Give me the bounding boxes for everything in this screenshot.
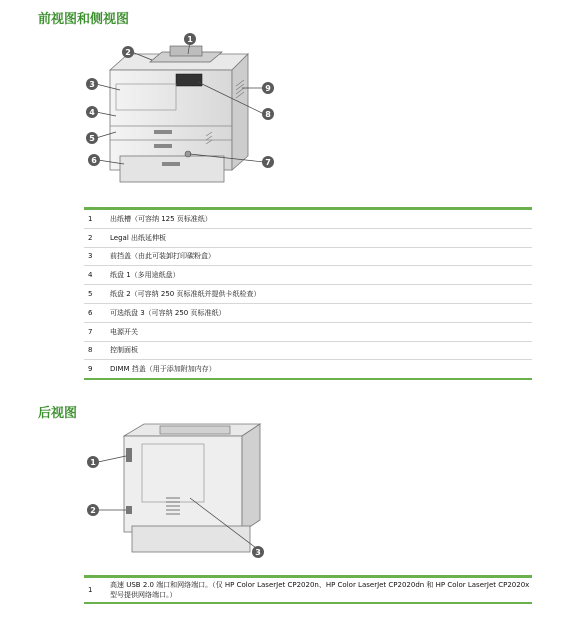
rear-view-heading: 后视图: [38, 406, 78, 421]
rear-callout-table: [84, 575, 532, 604]
svg-text:1: 1: [187, 35, 193, 44]
svg-text:2: 2: [125, 48, 131, 57]
rear-callout-3: [252, 546, 264, 558]
table-row: 1 高速 USB 2.0 端口和网络端口。（仅 HP Color LaserJet CP2020n、HP Color LaserJet CP2020dn 和 HP Color LaserJet CP2020x 型号提供网络端口。）: [88, 581, 530, 599]
svg-text:4: 4: [89, 108, 95, 117]
front-callout-3: [86, 78, 98, 90]
table-row: 4 纸盘 1（多用途纸盘）: [84, 266, 532, 285]
front-callout-1: [184, 33, 196, 45]
front-callout-6: [88, 154, 100, 166]
front-callout-2: [122, 46, 134, 58]
svg-text:2: 2: [90, 506, 96, 515]
table-row: 8 控制面板: [84, 341, 532, 360]
rear-callout-1: [87, 456, 99, 468]
front-callout-table: [84, 207, 532, 380]
printer-front-illustration: [80, 28, 280, 198]
svg-text:5: 5: [89, 134, 95, 143]
svg-text:6: 6: [91, 156, 97, 165]
table-row: 6 可选纸盘 3（可容纳 250 页标准纸）: [84, 303, 532, 322]
printer-rear-illustration: [80, 418, 280, 568]
front-callout-7: [262, 156, 274, 168]
svg-text:3: 3: [89, 80, 95, 89]
table-row: 2 Legal 出纸延伸板: [84, 228, 532, 247]
svg-text:3: 3: [255, 548, 261, 557]
svg-text:8: 8: [265, 110, 271, 119]
table-row: 3 前挡盖（由此可装卸打印碳粉盒）: [84, 247, 532, 266]
table-row: 7 电源开关: [84, 322, 532, 341]
front-callout-9: [262, 82, 274, 94]
front-callout-5: [86, 132, 98, 144]
front-callout-4: [86, 106, 98, 118]
svg-text:1: 1: [90, 458, 96, 467]
front-view-heading: 前视图和侧视图: [38, 12, 130, 27]
svg-text:9: 9: [265, 84, 271, 93]
table-row: 1 出纸槽（可容纳 125 页标准纸）: [84, 209, 532, 229]
table-row: 9 DIMM 挡盖（用于添加附加内存）: [88, 365, 216, 374]
table-row: 5 纸盘 2（可容纳 250 页标准纸并提供卡纸检查）: [84, 285, 532, 304]
svg-text:7: 7: [265, 158, 271, 167]
rear-callout-2: [87, 504, 99, 516]
front-callout-8: [262, 108, 274, 120]
